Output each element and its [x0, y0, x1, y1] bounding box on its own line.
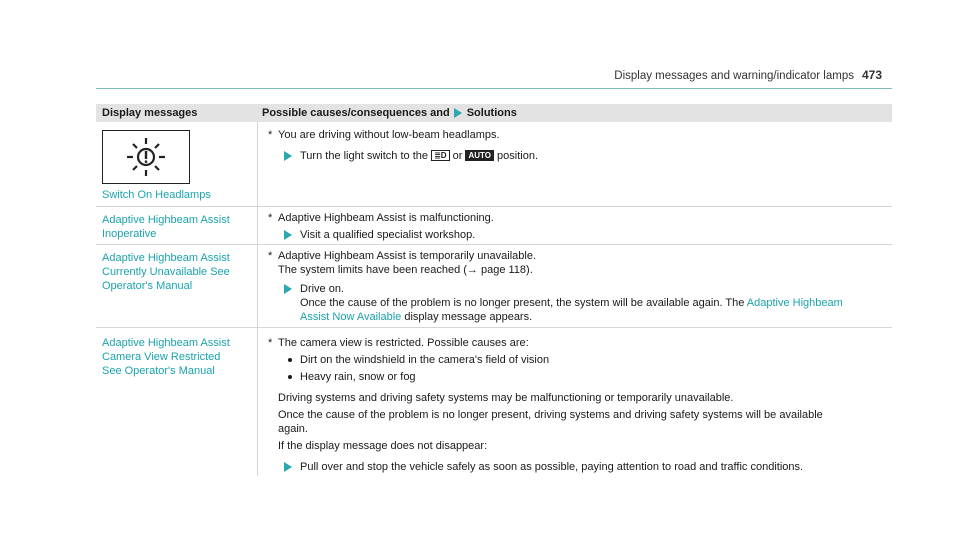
solution-step: Visit a qualified specialist workshop.	[284, 228, 884, 244]
solution-step: Turn the light switch to the ≣D or AUTO position.	[284, 149, 884, 165]
message-link-text: Adaptive Highbeam	[746, 297, 843, 309]
message-cell	[96, 122, 258, 206]
table-row	[96, 245, 892, 328]
solution-arrow-icon	[454, 108, 462, 118]
message-link-text: Assist Now Available	[300, 311, 402, 323]
header-rule	[96, 88, 892, 89]
message-text: Switch On Headlamps	[102, 189, 211, 201]
cause-cell: * Adaptive Highbeam Assist is malfunctioning. Visit a qualified specialist workshop.	[258, 207, 892, 244]
step-arrow-icon	[284, 151, 292, 161]
table-row	[96, 207, 892, 245]
page-header	[614, 68, 882, 82]
col-header-messages: Display messages	[102, 107, 198, 119]
table-row	[96, 328, 892, 476]
page-number: 473	[861, 68, 882, 82]
list-item: Dirt on the windshield in the camera's field of vision	[288, 353, 884, 367]
solution-step: Drive on. Once the cause of the problem is no longer present, the system will be available again. The Adaptive Highbeam Assist Now Available display message appears.	[284, 282, 884, 324]
col-header-causes: Possible causes/consequences and Solutions	[262, 107, 517, 119]
step-arrow-icon	[284, 462, 292, 472]
display-messages-table	[96, 104, 892, 476]
exclamation-light-icon	[102, 130, 190, 184]
header-title: Display messages and warning/indicator lamps	[614, 70, 854, 82]
cause-cell: * Adaptive Highbeam Assist is temporarily unavailable. The system limits have been reached (→ page 118). Drive on. Once the cause of the problem is no longer present, the system will be available again. The Adaptive Highbeam Assist Now Available display message appears.	[258, 245, 892, 327]
cause-cell: * You are driving without low-beam headlamps. Turn the light switch to the ≣D or AUTO position.	[258, 122, 892, 206]
table-header	[96, 104, 892, 122]
message-cell: Adaptive Highbeam Assist Currently Unavailable See Operator's Manual	[96, 245, 258, 327]
auto-light-icon: AUTO	[465, 150, 494, 161]
message-cell: Adaptive Highbeam Assist Inoperative	[96, 207, 258, 244]
list-item: Heavy rain, snow or fog	[288, 370, 884, 384]
message-cell: Adaptive Highbeam Assist Camera View Restricted See Operator's Manual	[96, 328, 258, 476]
step-arrow-icon	[284, 230, 292, 240]
cause-cell: * The camera view is restricted. Possible causes are: Dirt on the windshield in the camera's field of vision Heavy rain, snow or fog Driving systems and driving safety systems may be malfunctioning or temporarily unavailable. Once the cause of the problem is no longer present, driving systems and driving safety systems will be available again. If the display message does not disappear: Pull over and stop the vehicle safely as soon as possible, paying attention to road and traffic conditions.	[258, 328, 892, 476]
low-beam-icon: ≣D	[431, 150, 449, 161]
step-arrow-icon	[284, 284, 292, 294]
table-row	[96, 122, 892, 207]
solution-step: Pull over and stop the vehicle safely as soon as possible, paying attention to road and traffic conditions.	[284, 460, 884, 476]
